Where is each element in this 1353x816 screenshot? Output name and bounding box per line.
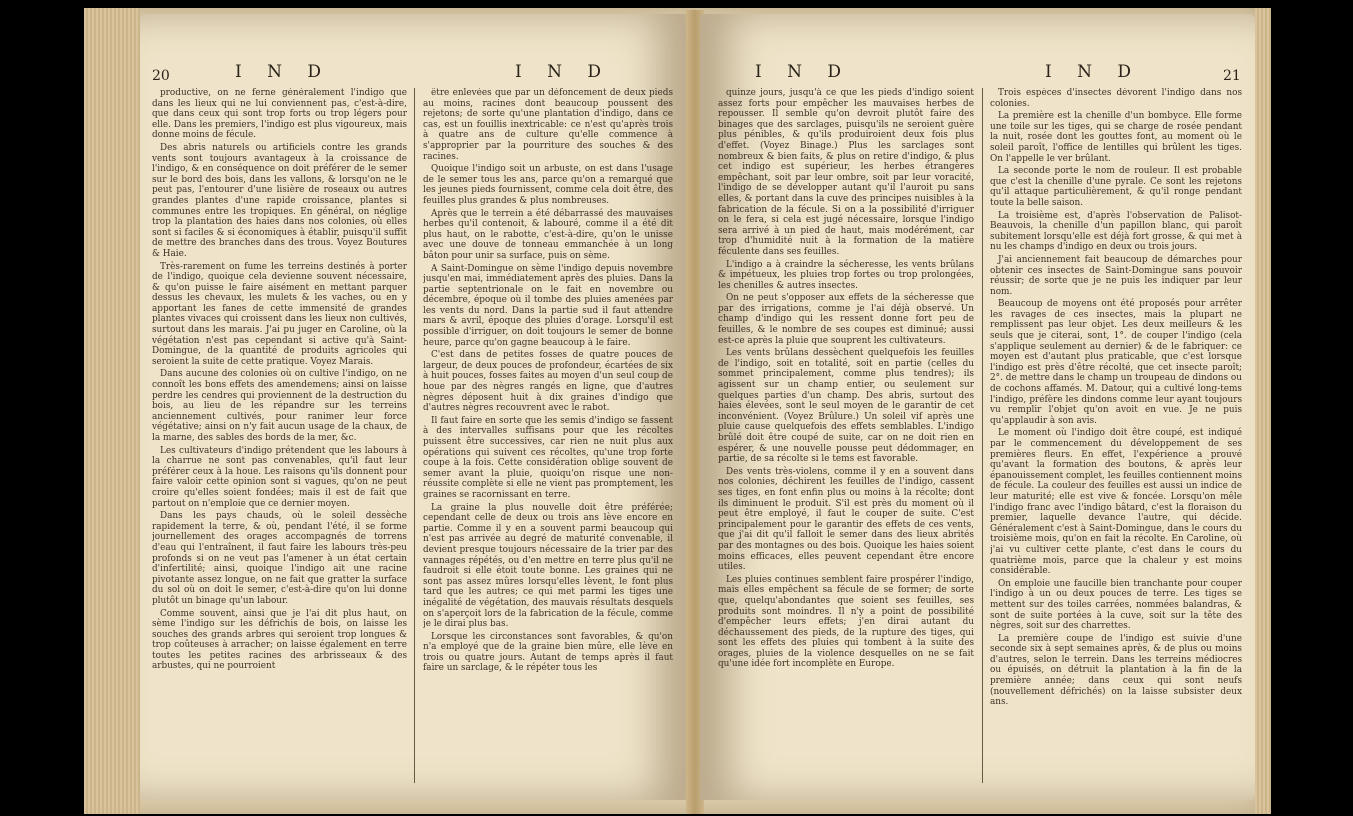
left-page <box>140 14 688 800</box>
paragraph: Comme souvent, ainsi que je l'ai dit plus haut, on sème l'indigo sur les défrichis de bois, on laisse les souches des grands arbres qui seroient trop longues & trop coûteuses à arracher; on laisse également en terre toutes les petites racines des arbrisseaux & des arbustes, qui ne pourroient <box>152 608 407 672</box>
paragraph: C'est dans de petites fosses de quatre pouces de largeur, de deux pouces de profondeur, écartées de six à huit pouces, fosses faites au moyen d'un seul coup de houe par des nègres rangés en ligne, que d'autres nègres déposent huit à dix graines d'indigo que d'autres nègres recouvrent avec le rabot. <box>423 350 673 414</box>
running-head-left-center: I N D <box>515 62 612 82</box>
paragraph: Après que le terrein a été débarrassé des mauvaises herbes qu'il contenoit, & labouré, comme il a été dit plus haut, on le rabotte, c'est-à-dire, qu'on le unisse avec une douve de tonneau emmanchée à un long bâton pour unir sa surface, puis on sème. <box>423 208 673 261</box>
paragraph: La graine la plus nouvelle doit être préférée; cependant celle de deux ou trois ans lève encore en partie. Comme il y en a souvent parmi beaucoup qui n'est pas arrivée au degré de maturité convenable, il devient presque toujours nécessaire de la trier par des vannages répétés, ou d'en mettre en terre plus qu'il ne faudroit si elle étoit toute bonne. Les graines qui ne sont pas assez mûres lorsqu'elles lèvent, le font plus tard que les autres; ce qui met parmi les tiges une inégalité de végétation, des mauvais résultats desquels on s'aperçoit lors de la fabrication de la fécule, comme je le dirai plus bas. <box>423 502 673 630</box>
paragraph: On emploie une faucille bien tranchante pour couper l'indigo à un ou deux pouces de terre. Les tiges se mettent sur des toiles carrées, nommées balandras, & sont de suite portées à la cuve, soit sur la tête des nègres, soit sur des charrettes. <box>990 578 1242 632</box>
paragraph: On ne peut s'opposer aux effets de la sécheresse que par des irrigations, comme je l'ai déjà observé. Un champ d'indigo qui les ressent donne fort peu de feuilles, & le nombre de ses coupes est diminué; aussi est-ce après la pluie que souprent les cultivateurs. <box>718 293 974 346</box>
running-head-right-center: I N D <box>755 62 852 82</box>
paragraph: Il faut faire en sorte que les semis d'indigo se fassent à des intervalles suffisans pour que les récoltes puissent être successives, car rien ne nuit plus aux opérations qui suivent ces récoltes, qu'une trop forte coupe à la fois. Cette considération oblige souvent de semer avant la pluie, quoiqu'on risque une non-réussite complète si elle ne vient pas promptement, les graines se racornissant en terre. <box>423 415 673 500</box>
paragraph: La première est la chenille d'un bombyce. Elle forme une toile sur les tiges, qui se charge de rosée pendant la nuit, rosée dont les gouttes font, au moment où le soleil paroît, l'office de lentilles qui brûlent les tiges. On l'appelle le ver brûlant. <box>990 111 1242 164</box>
paragraph: Lorsque les circonstances sont favorables, & qu'on n'a employé que de la graine bien mûre, elle lève en trois ou quatre jours. Autant de temps après il faut faire un sarclage, & le répéter tous les <box>423 631 673 674</box>
paragraph: Quoique l'indigo soit un arbuste, on est dans l'usage de le semer tous les ans, parce qu'on a remarqué que les jeunes pieds fournissent, comme cela doit être, des feuilles plus grandes & plus nombreuses. <box>423 164 673 206</box>
paragraph: La première coupe de l'indigo est suivie d'une seconde six à sept semaines après, & de plus ou moins d'autres, selon le terrein. Dans les terreins médiocres ou épuisés, on détruit la plantation à la fin de la première année; dans ceux qui sont neufs (nouvellement défrichés) on la laisse subsister deux ans. <box>990 633 1242 708</box>
paragraph: Trois espèces d'insectes dévorent l'indigo dans nos colonies. <box>990 88 1242 109</box>
running-head-right: I N D <box>1045 62 1142 82</box>
right-page-column-2 <box>990 88 1242 788</box>
paragraph: Les cultivateurs d'indigo prétendent que les labours à la charrue ne sont pas convenables, qu'il faut leur préférer ceux à la houe. Les raisons qu'ils donnent pour faire valoir cette opinion sont si vagues, qu'on ne peut croire qu'elles soient fondées; mais il est de fait que partout on n'emploie que ce dernier moyen. <box>152 445 407 509</box>
paragraph: Dans aucune des colonies où on cultive l'indigo, on ne connoît les bons effets des amendemens; ainsi on laisse perdre les cendres qui proviennent de la destruction du bois, au lieu de les répandre sur les terreins anciennement cultivés, pour ranimer leur force végétative; ainsi on n'y fait aucun usage de la chaux, de la marne, des sables des bords de la mer, &c. <box>152 369 407 443</box>
paragraph: La troisième est, d'après l'observation de Palisot-Beauvois, la chenille d'un papillon blanc, qui paroît subitement lorsqu'elle est déjà fort grosse, & qui met à nu les champs d'indigo en deux ou trois jours. <box>990 210 1242 253</box>
paragraph: J'ai anciennement fait beaucoup de démarches pour obtenir ces insectes de Saint-Domingue sans pouvoir réussir; de sorte que je ne puis les indiquer par leur nom. <box>990 254 1242 297</box>
paragraph: être enlevées que par un défoncement de deux pieds au moins, racines dont beaucoup poussent des rejetons; de sorte qu'une plantation d'indigo, dans ce cas, est un fouillis inextricable: ce n'est qu'après trois à quatre ans de culture qu'elle commence à s'approprier par la pourriture des souches & des racines. <box>423 88 673 162</box>
page-edges-left <box>84 8 140 814</box>
paragraph: Dans les pays chauds, où le soleil dessèche rapidement la terre, & où, pendant l'été, il se forme journellement des orages accompagnés de torrens d'eau qui l'entraînent, il faut faire les labours très-peu profonds si on ne veut pas l'amener à un état certain d'infertilité; ainsi, quoique l'indigo ait une racine pivotante assez longue, on ne fait que gratter la surface du sol où on doit le semer, c'est-à-dire qu'on lui donne plutôt un binage qu'un labour. <box>152 511 407 606</box>
paragraph: Des abris naturels ou artificiels contre les grands vents sont toujours avantageux à la croissance de l'indigo, & en conséquence on doit préférer de le semer sur le bord des bois, dans les vallons, & lorsqu'on ne le peut pas, l'entourer d'une lisière de roseaux ou autres grandes plantes d'une rapide croissance, plantes si communes entre les tropiques. En général, on néglige trop la plantation des haies dans nos colonies, où elles sont si faciles & si économiques à établir, puisqu'il suffit de mettre des branches dans des trous. Voyez Boutures & Haie. <box>152 142 407 259</box>
page-number-left: 20 <box>152 68 170 84</box>
left-page-column-1 <box>152 88 407 788</box>
paragraph: La seconde porte le nom de rouleur. Il est probable que c'est la chenille d'une pyrale. Ce sont les rejetons qu'il attaque particulièrement, & qu'il ronge pendant toute la belle saison. <box>990 166 1242 208</box>
left-page-column-2 <box>423 88 673 788</box>
right-page <box>700 14 1255 800</box>
paragraph: Les vents brûlans dessèchent quelquefois les feuilles de l'indigo, soit en totalité, soit en partie (celles du sommet principalement, comme plus tendres); ils agissent sur un champ entier, ou seulement sur quelques parties d'un champ. Des abris, surtout des haies élevées, sont le seul moyen de le garantir de cet inconvénient. (Voyez Brûlure.) Un soleil vif après une pluie cause quelquefois des effets semblables. L'indigo brûlé doit être coupé de suite, car on ne doit rien en espérer, & une nouvelle pousse peut dédommager, en partie, de sa récolte si le tems est favorable. <box>718 348 974 465</box>
right-page-column-1 <box>718 88 974 788</box>
paragraph: Beaucoup de moyens ont été proposés pour arrêter les ravages de ces insectes, mais la plupart ne remplissent pas leur objet. Les deux meilleurs & les seuls que je citerai, sont, 1°. de couper l'indigo (cela s'applique seulement au dernier) & de le fabriquer: ce moyen est d'autant plus praticable, que c'est lorsque l'indigo est près d'être récolté, que cet insecte paroît; 2°. de mettre dans le champ un troupeau de dindons ou de cochons affamés. M. Datour, qui a cultivé long-tems l'indigo, préfère les dindons comme leur ayant toujours vu remplir l'objet qu'on avoit en vue. Je ne puis qu'applaudir à son avis. <box>990 299 1242 426</box>
paragraph: Les pluies continues semblent faire prospérer l'indigo, mais elles empêchent sa fécule de se former; de sorte que, quelqu'abondantes que soient ses feuilles, ses produits sont moindres. Il n'y a point de possibilité d'empêcher leurs effets; j'en dirai autant du déchaussement des pieds, de la rupture des tiges, qui sont les effets des pluies qui tombent à la suite des orages, pluies de la violence desquelles on ne se fait qu'une idée fort incomplète en Europe. <box>718 574 974 670</box>
page-number-right: 21 <box>1223 68 1241 84</box>
paragraph: L'indigo a à craindre la sécheresse, les vents brûlans & impétueux, les pluies trop fortes ou trop prolongées, les chenilles & autres insectes. <box>718 259 974 291</box>
paragraph: Très-rarement on fume les terreins destinés à porter de l'indigo, quoique cela devienne souvent nécessaire, & qu'on puisse le faire aisément en mettant parquer dessus les chevaux, les mulets & les vaches, ou en y apportant les fanes de cette immensité de grandes plantes vivaces qui croissent dans les lieux non cultivés, surtout dans les marais. J'ai pu juger en Caroline, où la végétation n'est pas cependant si active qu'à Saint-Domingue, de la quantité de produits agricoles qui seroient la suite de cette pratique. Voyez Marais. <box>152 261 407 367</box>
page-edges-right <box>1255 8 1271 814</box>
running-head-left: I N D <box>235 62 332 82</box>
paragraph: quinze jours, jusqu'à ce que les pieds d'indigo soient assez forts pour empêcher les mauvaises herbes de repousser. Il semble qu'on devroit plutôt faire des binages que des sarclages, puisqu'ils ne seroient guère plus pénibles, & qu'ils produiroient deux fois plus d'effet. (Voyez Binage.) Plus les sarclages sont nombreux & bien faits, & plus on retire d'indigo, & plus cet indigo est supérieur, les herbes étrangères empêchant, soit par leur ombre, soit par leur voracité, l'indigo de se développer autant qu'il l'auroit pu sans elles, & portant dans la cuve des principes nuisibles à la fabrication de la fécule. Si on a la possibilité d'irriguer on le fera, si cela est jugé nécessaire, lorsque l'indigo sera arrivé à un pied de haut, mais modérément, car trop d'humidité nuit à la formation de la matière féculente dans ses feuilles. <box>718 88 974 257</box>
paragraph: Le moment où l'indigo doit être coupé, est indiqué par le commencement du développement de ses premières fleurs. En effet, l'expérience a prouvé qu'avant la formation des boutons, & après leur épanouissement complet, les feuilles contiennent moins de fécule. La couleur des feuilles est aussi un indice de leur maturité; elle est vive & foncée. Lorsqu'on mêle l'indigo franc avec l'indigo bâtard, c'est la floraison du premier, laquelle devance l'autre, qui décide. Généralement c'est à Saint-Domingue, dans le cours du troisième mois, qu'on en fait la récolte. En Caroline, où j'ai vu cultiver cette plante, c'est dans le cours du quatrième mois, parce que la chaleur y est moins considérable. <box>990 428 1242 577</box>
paragraph: Des vents très-violens, comme il y en a souvent dans nos colonies, déchirent les feuilles de l'indigo, cassent ses tiges, en font enfin plus ou moins à la récolte; dont ils diminuent le produit. S'il est près du moment où il peut être employé, il faut le couper de suite. C'est principalement pour le garantir des effets de ces vents, que j'ai dit qu'il falloit le semer dans des lieux abrités par des montagnes ou des bois. Quoique les haies soient moins efficaces, elles peuvent cependant être encore utiles. <box>718 466 974 573</box>
paragraph: productive, on ne ferne généralement l'indigo que dans les lieux qui ne lui conviennent pas, c'est-à-dire, que dans ceux qui sont trop forts ou trop légers pour elle. Dans les premiers, l'indigo est plus vigoureux, mais donne moins de fécule. <box>152 88 407 141</box>
paragraph: A Saint-Domingue on sème l'indigo depuis novembre jusqu'en mai, immédiatement après des pluies. Dans la partie septentrionale on le fait en novembre ou décembre, époque où il tombe des pluies amenées par les vents du nord. Dans la partie sud il faut attendre mars & avril, époque des pluies d'orage. Lorsqu'il est possible d'irriguer, on doit toujours le semer de bonne heure, parce qu'on gagne beaucoup à le faire. <box>423 263 673 348</box>
column-rule <box>414 88 415 783</box>
column-rule <box>982 88 983 783</box>
